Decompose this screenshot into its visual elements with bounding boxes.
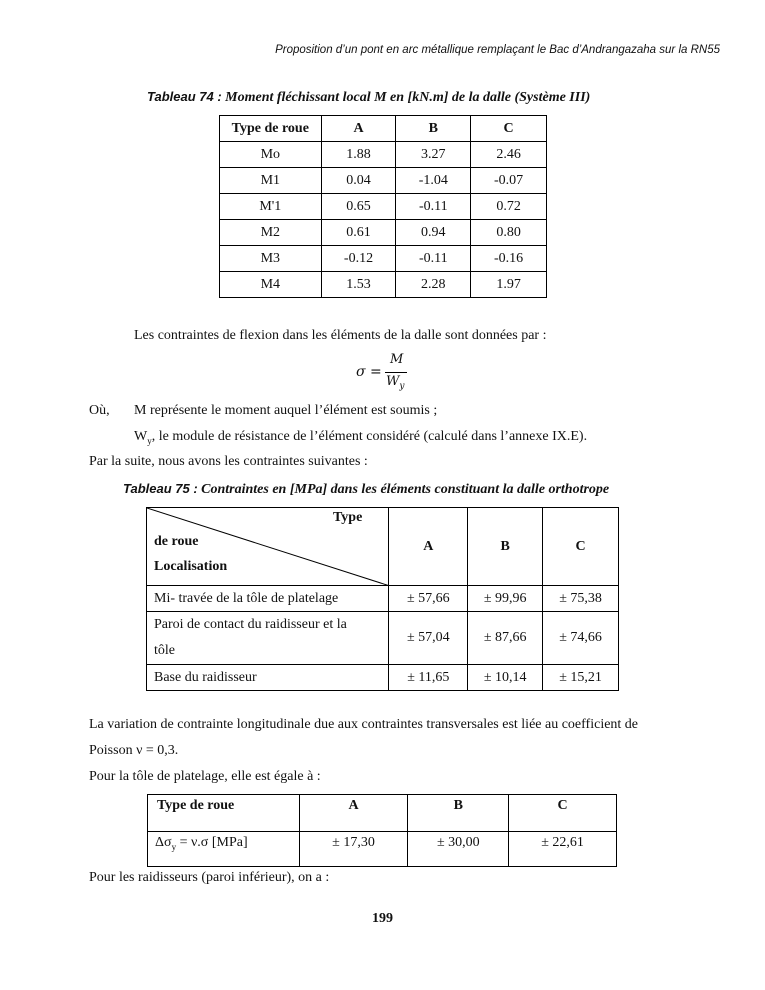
delta-sigma-rest: = ν.σ [MPa] — [176, 835, 248, 850]
paragraph-variation: La variation de contrainte longitudinale due aux contraintes transversales est liée au coefficient de — [89, 717, 639, 732]
table-74-label: Tableau 74 : — [147, 89, 222, 104]
table-cell: 0.80 — [471, 220, 547, 246]
table-cell: 0.04 — [321, 168, 396, 194]
header-cell: Type de roue — [220, 116, 322, 142]
paragraph-platelage: Pour la tôle de platelage, elle est égale à : — [89, 769, 321, 784]
delta-sigma: Δσ — [155, 835, 172, 850]
fraction-bar — [385, 372, 407, 373]
table-74-caption — [147, 89, 590, 106]
ou-line-1: M représente le moment auquel l’élément est soumis ; — [134, 403, 438, 418]
table-cell — [148, 832, 300, 867]
den-sub: y — [399, 381, 405, 392]
ou-label: Où, — [89, 403, 110, 418]
table-cell: 0.94 — [396, 220, 471, 246]
w-rest: , le module de résistance de l’élément considéré (calculé dans l’annexe IX.E). — [151, 429, 588, 444]
table-cell: ± 30,00 — [408, 832, 509, 867]
table-74 — [219, 115, 547, 298]
ou-line-2 — [134, 429, 587, 446]
paragraph-contraintes: Par la suite, nous avons les contraintes suivantes : — [89, 454, 368, 469]
table-cell: -0.11 — [396, 194, 471, 220]
paragraph-flexion: Les contraintes de flexion dans les éléments de la dalle sont données par : — [134, 328, 547, 343]
table-row — [220, 168, 547, 194]
table-cell: ± 87,66 — [468, 612, 543, 665]
table-row — [220, 220, 547, 246]
table-cell: ± 22,61 — [509, 832, 617, 867]
table-cell: ± 15,21 — [543, 665, 619, 691]
paragraph-raidisseurs: Pour les raidisseurs (paroi inférieur), on a : — [89, 870, 330, 885]
table-cell: -0.07 — [471, 168, 547, 194]
table-cell: Base du raidisseur — [147, 665, 389, 691]
table-cell: M4 — [220, 272, 322, 298]
table-cell: -1.04 — [396, 168, 471, 194]
delta-sigma-sub: y — [171, 841, 177, 852]
table-row — [147, 612, 619, 665]
table-header-row — [147, 508, 619, 586]
table-cell: ± 57,04 — [389, 612, 468, 665]
table-cell: -0.16 — [471, 246, 547, 272]
header-cell: C — [471, 116, 547, 142]
table-cell: -0.11 — [396, 246, 471, 272]
formula-denominator — [386, 374, 404, 392]
table-cell: ± 11,65 — [389, 665, 468, 691]
table-row — [147, 665, 619, 691]
table-cell: 0.61 — [321, 220, 396, 246]
table-cell: 3.27 — [396, 142, 471, 168]
table-cell: ± 57,66 — [389, 586, 468, 612]
table-row — [148, 832, 617, 867]
diagonal-header-cell — [147, 508, 389, 586]
header-cell: C — [509, 795, 617, 832]
corner-localisation: Localisation — [154, 559, 228, 574]
table-cell: 0.65 — [321, 194, 396, 220]
table-row — [220, 246, 547, 272]
corner-type: Type — [333, 510, 363, 525]
table-cell: 1.53 — [321, 272, 396, 298]
table-header-row — [148, 795, 617, 832]
formula-sigma — [356, 352, 416, 394]
table-cell: M2 — [220, 220, 322, 246]
table-cell: 1.88 — [321, 142, 396, 168]
table-cell: ± 17,30 — [299, 832, 408, 867]
table-delta-sigma — [147, 794, 617, 867]
table-cell: ± 10,14 — [468, 665, 543, 691]
table-cell: ± 99,96 — [468, 586, 543, 612]
table-75-title: Contraintes en [MPa] dans les éléments constituant la dalle orthotrope — [201, 482, 610, 497]
table-cell: ± 74,66 — [543, 612, 619, 665]
table-cell: M'1 — [220, 194, 322, 220]
header-cell: C — [543, 508, 619, 586]
table-cell: ± 75,38 — [543, 586, 619, 612]
formula-numerator: M — [390, 352, 404, 367]
table-row — [220, 272, 547, 298]
w-sub: y — [147, 435, 152, 446]
formula-lhs: σ = — [356, 364, 382, 380]
page-number: 199 — [372, 911, 393, 926]
table-75-label: Tableau 75 : — [123, 481, 198, 496]
header-cell: B — [468, 508, 543, 586]
table-row — [147, 586, 619, 612]
table-cell: 2.46 — [471, 142, 547, 168]
page-header: Proposition d’un pont en arc métallique remplaçant le Bac d’Andrangazaha sur la RN55 — [275, 44, 720, 56]
table-header-row — [220, 116, 547, 142]
table-75 — [146, 507, 619, 691]
table-row — [220, 194, 547, 220]
table-cell: M1 — [220, 168, 322, 194]
paragraph-poisson: Poisson ν = 0,3. — [89, 743, 179, 758]
corner-de-roue: de roue — [154, 534, 199, 549]
header-cell: A — [321, 116, 396, 142]
table-cell: Mo — [220, 142, 322, 168]
header-cell: B — [396, 116, 471, 142]
den-main: W — [386, 374, 400, 389]
w-main: W — [134, 429, 148, 444]
table-cell: Mi- travée de la tôle de platelage — [147, 586, 389, 612]
table-cell: Paroi de contact du raidisseur et la tôle — [147, 612, 389, 665]
table-row — [220, 142, 547, 168]
table-75-caption — [123, 481, 609, 498]
table-cell: M3 — [220, 246, 322, 272]
table-cell: -0.12 — [321, 246, 396, 272]
table-74-title: Moment fléchissant local M en [kN.m] de la dalle (Système III) — [225, 90, 591, 105]
header-cell: B — [408, 795, 509, 832]
header-cell: A — [389, 508, 468, 586]
table-cell: 1.97 — [471, 272, 547, 298]
table-cell: 0.72 — [471, 194, 547, 220]
header-cell: Type de roue — [148, 795, 300, 832]
header-cell: A — [299, 795, 408, 832]
table-cell: 2.28 — [396, 272, 471, 298]
